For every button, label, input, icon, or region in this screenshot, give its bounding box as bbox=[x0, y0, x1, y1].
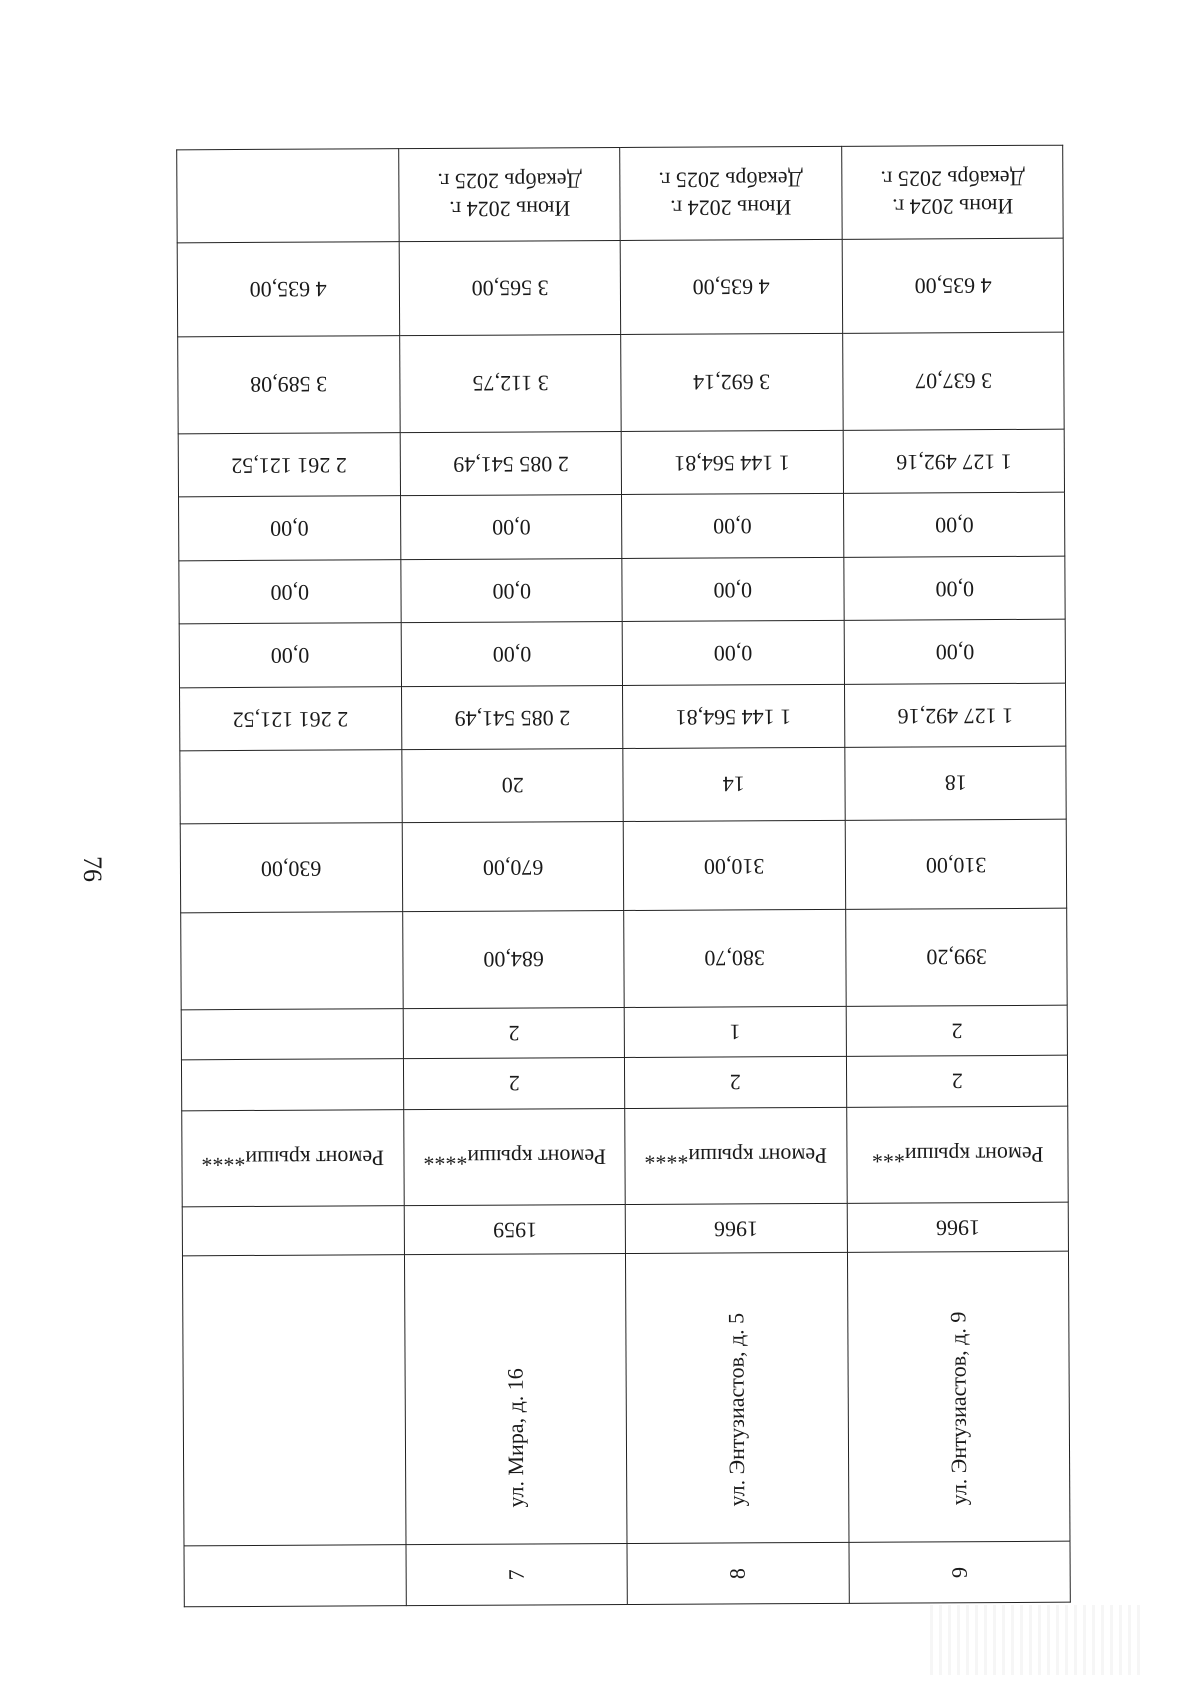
table-row bbox=[181, 909, 1067, 1010]
value-cell: 0,00 bbox=[713, 640, 753, 667]
renovation-table bbox=[176, 145, 1071, 1608]
table-row bbox=[179, 556, 1065, 624]
table-row bbox=[182, 1202, 1068, 1256]
table-cell bbox=[846, 1106, 1068, 1204]
stage-line: Июнь 2024 г. bbox=[670, 195, 792, 221]
table-cell bbox=[402, 821, 624, 912]
table-cell bbox=[625, 1203, 847, 1253]
table-cell bbox=[401, 685, 623, 750]
value-cell: 18 bbox=[944, 771, 967, 797]
value-cell: Ремонт крыши**** bbox=[201, 1145, 385, 1172]
stage-line: Декабрь 2025 г. bbox=[879, 165, 1025, 192]
table-cell bbox=[180, 822, 402, 913]
value-cell: 0,00 bbox=[934, 512, 974, 538]
row-number: 7 bbox=[503, 1568, 529, 1580]
stage-period bbox=[399, 148, 620, 241]
table-cell bbox=[177, 149, 399, 243]
value-cell: 1959 bbox=[492, 1217, 537, 1243]
table-row bbox=[180, 683, 1066, 751]
value-cell: 3 692,14 bbox=[693, 370, 771, 396]
table-cell bbox=[620, 146, 842, 240]
table-row bbox=[181, 1055, 1067, 1110]
table-cell bbox=[398, 148, 620, 242]
table-cell bbox=[846, 1055, 1068, 1107]
table-row bbox=[178, 333, 1064, 434]
stage-line: Декабрь 2025 г. bbox=[658, 167, 803, 193]
table-row bbox=[179, 619, 1065, 687]
table-cell bbox=[179, 559, 401, 624]
value-cell: 630,00 bbox=[260, 855, 322, 881]
value-cell: 0,00 bbox=[934, 576, 974, 602]
value-cell: 2 261 121,52 bbox=[231, 452, 347, 479]
table-cell bbox=[844, 683, 1066, 748]
stage-line: Июнь 2024 г. bbox=[448, 196, 570, 222]
value-cell: 3 589,08 bbox=[250, 372, 328, 398]
stage-line: Декабрь 2025 г. bbox=[436, 168, 582, 195]
value-cell: Ремонт крыши*** bbox=[871, 1142, 1044, 1169]
table-cell bbox=[842, 333, 1064, 431]
value-cell: 0,00 bbox=[935, 639, 974, 665]
value-cell: 3 112,75 bbox=[472, 371, 549, 397]
table-cell bbox=[181, 912, 403, 1010]
table-cell bbox=[625, 1107, 847, 1205]
value-cell: 380,70 bbox=[704, 946, 766, 972]
table-cell bbox=[401, 749, 623, 822]
table-cell bbox=[623, 748, 845, 821]
value-cell bbox=[181, 913, 402, 1010]
table-row bbox=[177, 145, 1063, 243]
table-cell bbox=[622, 621, 844, 686]
table-cell bbox=[182, 1206, 404, 1256]
value-cell: 4 635,00 bbox=[914, 273, 992, 300]
value-cell: 20 bbox=[501, 773, 524, 799]
table-cell bbox=[403, 1108, 625, 1206]
table-cell bbox=[623, 820, 845, 911]
table-cell bbox=[848, 1541, 1070, 1604]
value-cell: 2 085 541,49 bbox=[454, 705, 570, 731]
table-cell bbox=[620, 239, 842, 334]
value-cell: 399,20 bbox=[925, 945, 987, 971]
stage-period bbox=[842, 146, 1063, 239]
table-cell bbox=[399, 241, 621, 336]
value-cell: 3 565,00 bbox=[471, 276, 549, 302]
stage-period-text bbox=[658, 165, 803, 222]
table-cell bbox=[177, 242, 399, 337]
value-cell bbox=[180, 751, 401, 823]
table-cell bbox=[181, 1009, 403, 1061]
value-cell: 1 bbox=[729, 1019, 741, 1046]
table-cell bbox=[621, 430, 843, 495]
table-cell bbox=[181, 1059, 403, 1111]
value-cell: 1 144 564,81 bbox=[675, 704, 792, 730]
value-cell bbox=[182, 1009, 403, 1060]
value-cell: 4 635,00 bbox=[249, 277, 327, 303]
table-cell bbox=[843, 556, 1065, 621]
table-cell bbox=[623, 684, 845, 749]
table-cell bbox=[404, 1205, 626, 1255]
table-cell bbox=[403, 1007, 625, 1059]
row-number bbox=[264, 1465, 326, 1686]
table-cell bbox=[622, 557, 844, 622]
table-cell bbox=[400, 558, 622, 623]
table-cell bbox=[180, 686, 402, 751]
renovation-table-grid bbox=[176, 145, 1071, 1608]
table-cell bbox=[179, 496, 401, 561]
table-cell bbox=[627, 1542, 849, 1605]
row-number: 9 bbox=[946, 1566, 972, 1578]
value-cell: 1 127 492,16 bbox=[895, 448, 1012, 475]
table-row bbox=[180, 747, 1066, 824]
table-cell bbox=[845, 909, 1067, 1007]
table-cell bbox=[179, 623, 401, 688]
value-cell: Ремонт крыши**** bbox=[422, 1144, 606, 1171]
stage-period-text bbox=[880, 164, 1025, 221]
table-row bbox=[177, 238, 1063, 337]
value-cell: 14 bbox=[722, 772, 745, 798]
table-row bbox=[184, 1541, 1070, 1607]
stage-line: Июнь 2024 г. bbox=[891, 193, 1013, 220]
table-cell bbox=[182, 1109, 404, 1207]
table-cell bbox=[400, 495, 622, 560]
value-cell: 310,00 bbox=[925, 852, 987, 878]
value-cell: 670,00 bbox=[482, 854, 544, 880]
table-cell bbox=[401, 622, 623, 687]
table-cell bbox=[846, 1005, 1068, 1057]
scan-artifact bbox=[930, 1605, 1140, 1675]
value-cell: Ремонт крыши**** bbox=[644, 1143, 828, 1170]
address-text: ул. Энтузиастов, д. 5 bbox=[723, 1312, 750, 1507]
stage-period-text bbox=[437, 166, 582, 223]
table-cell bbox=[624, 1006, 846, 1058]
value-cell: 4 635,00 bbox=[692, 274, 770, 301]
value-cell: 1966 bbox=[714, 1216, 759, 1242]
table-row bbox=[178, 429, 1064, 497]
value-cell: 0,00 bbox=[713, 513, 752, 540]
row-number: 8 bbox=[724, 1567, 750, 1579]
table-cell bbox=[624, 1057, 846, 1109]
table-cell bbox=[178, 432, 400, 497]
value-cell: 2 bbox=[508, 1071, 520, 1097]
value-cell: 0,00 bbox=[491, 514, 531, 541]
value-cell: 1966 bbox=[935, 1215, 980, 1241]
value-cell: 3 637,07 bbox=[914, 369, 992, 395]
value-cell: 1 127 492,16 bbox=[897, 703, 1013, 729]
table-cell bbox=[400, 431, 622, 496]
table-row bbox=[179, 492, 1065, 560]
value-cell: 2 085 541,49 bbox=[452, 451, 569, 477]
value-cell bbox=[183, 1206, 404, 1255]
value-cell: 0,00 bbox=[270, 643, 310, 669]
table-cell bbox=[621, 334, 843, 432]
table-cell bbox=[843, 429, 1065, 494]
value-cell: 0,00 bbox=[270, 579, 310, 605]
table-cell bbox=[844, 619, 1066, 684]
table-cell bbox=[622, 494, 844, 559]
table-row bbox=[182, 1106, 1068, 1207]
table-cell bbox=[841, 145, 1063, 239]
value-cell: 0,00 bbox=[713, 577, 753, 603]
value-cell: 684,00 bbox=[482, 947, 544, 973]
table-cell bbox=[402, 911, 624, 1009]
value-cell: 0,00 bbox=[491, 578, 531, 604]
table-cell bbox=[844, 747, 1066, 820]
table-cell bbox=[847, 1202, 1069, 1252]
table-cell bbox=[843, 492, 1065, 557]
address-text: ул. Энтузиастов, д. 9 bbox=[945, 1311, 972, 1505]
value-cell: 2 261 121,52 bbox=[232, 706, 349, 733]
table-cell bbox=[842, 238, 1064, 333]
stage-period bbox=[620, 147, 841, 240]
table-cell bbox=[403, 1058, 625, 1110]
value-cell: 0,00 bbox=[492, 642, 531, 668]
value-cell: 0,00 bbox=[270, 516, 309, 542]
table-cell bbox=[845, 819, 1067, 910]
table-cell bbox=[184, 1544, 406, 1607]
table-cell bbox=[178, 336, 400, 434]
page-number: 76 bbox=[78, 856, 107, 882]
value-cell: 2 bbox=[508, 1021, 520, 1047]
value-cell: 1 144 564,81 bbox=[674, 450, 790, 476]
value-cell: 2 bbox=[951, 1069, 963, 1095]
address-text: ул. Мира, д. 16 bbox=[502, 1367, 529, 1508]
value-cell: 2 bbox=[729, 1070, 741, 1096]
table-cell bbox=[624, 910, 846, 1008]
table-cell bbox=[399, 335, 621, 433]
table-cell bbox=[405, 1543, 627, 1606]
table-row bbox=[181, 1005, 1067, 1060]
value-cell bbox=[182, 1059, 403, 1110]
value-cell: 2 bbox=[951, 1018, 963, 1044]
stage-period bbox=[177, 149, 398, 242]
table-row bbox=[180, 819, 1066, 913]
value-cell: 310,00 bbox=[703, 853, 765, 879]
table-cell bbox=[180, 750, 402, 823]
